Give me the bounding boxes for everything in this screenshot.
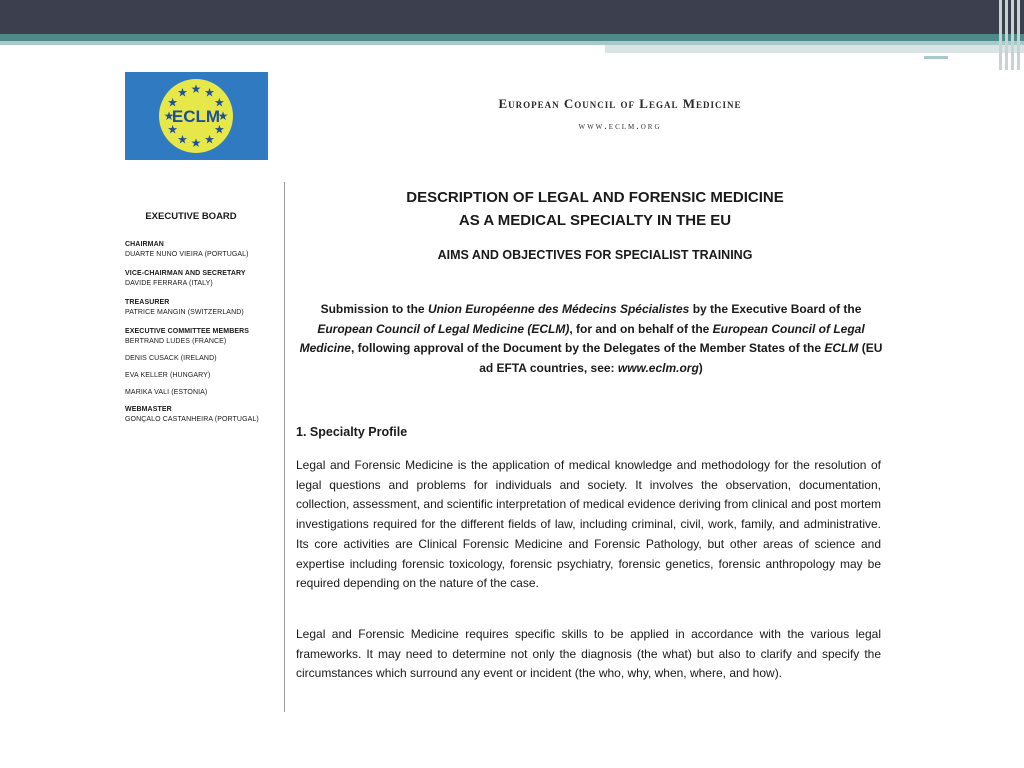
- paragraph-2: Legal and Forensic Medicine requires specific skills to be applied in accordance with the various legal frameworks. It may need to determine not only the diagnosis (the what) but also to clarify and specify the circumstances which surround any event or incident (the who, why, when, where, and how).: [296, 627, 881, 681]
- column-divider: [284, 182, 285, 712]
- logo-star-icon: ★: [177, 85, 188, 100]
- submission-italic: www.eclm.org: [617, 360, 699, 375]
- logo-star-icon: ★: [190, 136, 202, 150]
- organization-url: www.eclm.org: [578, 121, 662, 132]
- board-person: GONÇALO CASTANHEIRA (PORTUGAL): [125, 416, 259, 423]
- board-title: EXECUTIVE BOARD: [145, 211, 237, 222]
- submission-text: ): [698, 360, 703, 375]
- logo-star-icon: ★: [214, 122, 225, 137]
- board-role: WEBMASTER: [125, 406, 172, 413]
- submission-text: , following approval of the Document by the Delegates of the Member States of the: [350, 341, 825, 355]
- board-role: TREASURER: [125, 299, 170, 306]
- board-person: MARIKA VALI (ESTONIA): [125, 389, 208, 396]
- eclm-logo: [125, 72, 268, 160]
- board-person: EVA KELLER (HUNGARY): [125, 372, 211, 379]
- board-role: VICE-CHAIRMAN AND SECRETARY: [125, 270, 246, 277]
- logo-star-icon: ★: [163, 109, 175, 123]
- submission-italic: ECLM: [824, 341, 859, 355]
- submission-statement: [296, 300, 886, 378]
- organization-name: European Council of Legal Medicine: [498, 96, 742, 111]
- document-title-line1: DESCRIPTION OF LEGAL AND FORENSIC MEDICINE: [406, 189, 784, 206]
- submission-text: (EU ad EFTA countries, see:: [479, 341, 883, 375]
- board-person: PATRICE MANGIN (SWITZERLAND): [125, 309, 244, 316]
- logo-star-icon: ★: [167, 122, 178, 137]
- corner-decoration: [990, 0, 1024, 70]
- submission-italic: European Council of Legal Medicine: [299, 321, 865, 355]
- header-sub-stripe: [605, 45, 1024, 53]
- accent-dash: [924, 56, 948, 59]
- logo-star-icon: ★: [204, 85, 215, 100]
- logo-star-icon: ★: [190, 82, 202, 96]
- board-role: CHAIRMAN: [125, 241, 164, 248]
- board-person: DAVIDE FERRARA (ITALY): [125, 280, 213, 287]
- submission-text: , for and on behalf of the: [569, 321, 713, 336]
- submission-italic: Union Européenne des Médecins Spécialistes: [427, 302, 690, 316]
- board-person: DENIS CUSACK (IRELAND): [125, 355, 217, 362]
- logo-star-icon: ★: [204, 132, 215, 147]
- logo-star-icon: ★: [167, 95, 178, 110]
- submission-text: by the Executive Board of the: [689, 302, 862, 316]
- board-person: BERTRAND LUDES (FRANCE): [125, 338, 227, 345]
- logo-star-icon: ★: [217, 109, 229, 123]
- board-role: EXECUTIVE COMMITTEE MEMBERS: [125, 328, 250, 335]
- header-stripe: [0, 34, 1024, 41]
- paragraph-1: Legal and Forensic Medicine is the application of medical knowledge and methodology for the resolution of legal questions and problems for individuals and society. It involves the observation, documentation, collection, assessment, and scientific interpretation of medical evidence deriving from clinical and post mortem investigations required for the different fields of law, including criminal, civil, work, family, and administrative. Its core activities are Clinical Forensic Medicine and Forensic Pathology, but other areas of science and expertise including forensic toxicology, forensic psychiatry, forensic genetics, forensic anthropology may be required depending on the nature of the case.: [296, 458, 881, 591]
- document-subtitle: AIMS AND OBJECTIVES FOR SPECIALIST TRAINING: [437, 248, 753, 262]
- logo-star-icon: ★: [177, 132, 188, 147]
- logo-star-icon: ★: [214, 95, 225, 110]
- submission-italic: European Council of Legal Medicine (ECLM): [317, 321, 570, 336]
- executive-board: [125, 211, 275, 434]
- document-title: [300, 186, 890, 232]
- logo-text: ECLM: [171, 107, 221, 126]
- board-person: DUARTE NUNO VIEIRA (PORTUGAL): [125, 251, 249, 258]
- document-title-line2: AS A MEDICAL SPECIALTY IN THE EU: [458, 212, 732, 229]
- slide-header-bar: [0, 0, 1024, 34]
- section-heading: 1. Specialty Profile: [296, 425, 408, 439]
- submission-text: Submission to the: [320, 302, 428, 316]
